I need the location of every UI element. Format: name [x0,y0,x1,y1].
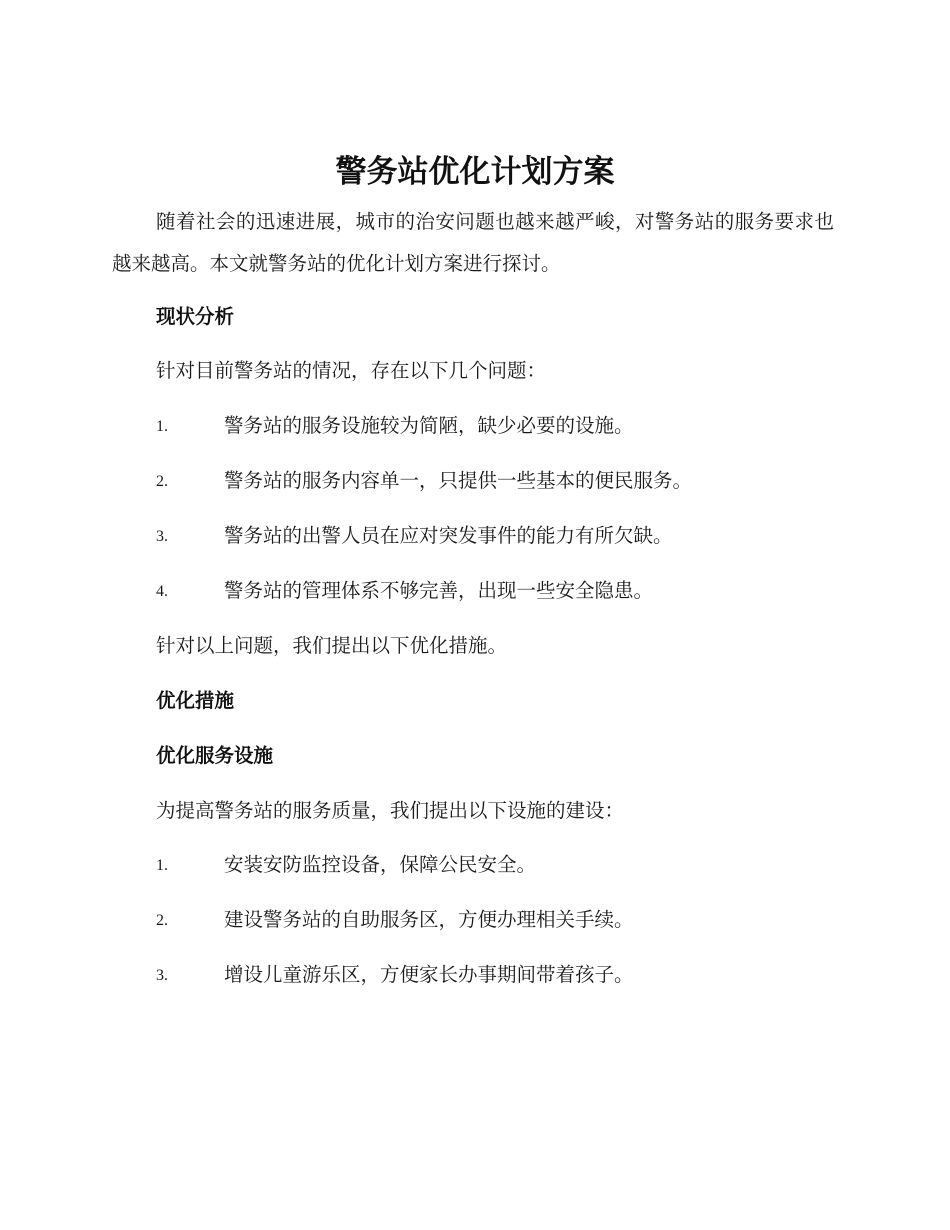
section-heading-status: 现状分析 [156,305,235,328]
list-item-number: 1. [156,857,168,874]
list-item-text: 建设警务站的自助服务区，方便办理相关手续。 [224,908,634,931]
section-lead-problems: 针对目前警务站的情况，存在以下几个问题： [156,359,547,382]
list-item-number: 3. [156,967,168,984]
section-closing-paragraph: 针对以上问题，我们提出以下优化措施。 [156,634,508,657]
section-lead-facilities: 为提高警务站的服务质量，我们提出以下设施的建设： [156,799,625,822]
list-item-text: 安装安防监控设备，保障公民安全。 [224,853,537,876]
subsection-heading-facilities: 优化服务设施 [156,744,274,767]
list-item-text: 警务站的管理体系不够完善，出现一些安全隐患。 [224,579,654,602]
list-item-text: 警务站的服务设施较为简陋，缺少必要的设施。 [224,414,634,437]
list-item-number: 1. [156,418,168,435]
section-heading-measures: 优化措施 [156,689,235,712]
list-item-number: 2. [156,912,168,929]
list-item-text: 增设儿童游乐区，方便家长办事期间带着孩子。 [224,963,634,986]
intro-paragraph: 随着社会的迅速进展，城市的治安问题也越来越严峻，对警务站的服务要求也越来越高。本文就警务站的优化计划方案进行探讨。 [112,210,834,275]
list-item-number: 4. [156,583,168,600]
list-item-text: 警务站的服务内容单一，只提供一些基本的便民服务。 [224,469,693,492]
list-item-text: 警务站的出警人员在应对突发事件的能力有所欠缺。 [224,524,673,547]
list-item-number: 3. [156,528,168,545]
document-title: 警务站优化计划方案 [335,154,615,190]
list-item-number: 2. [156,473,168,490]
